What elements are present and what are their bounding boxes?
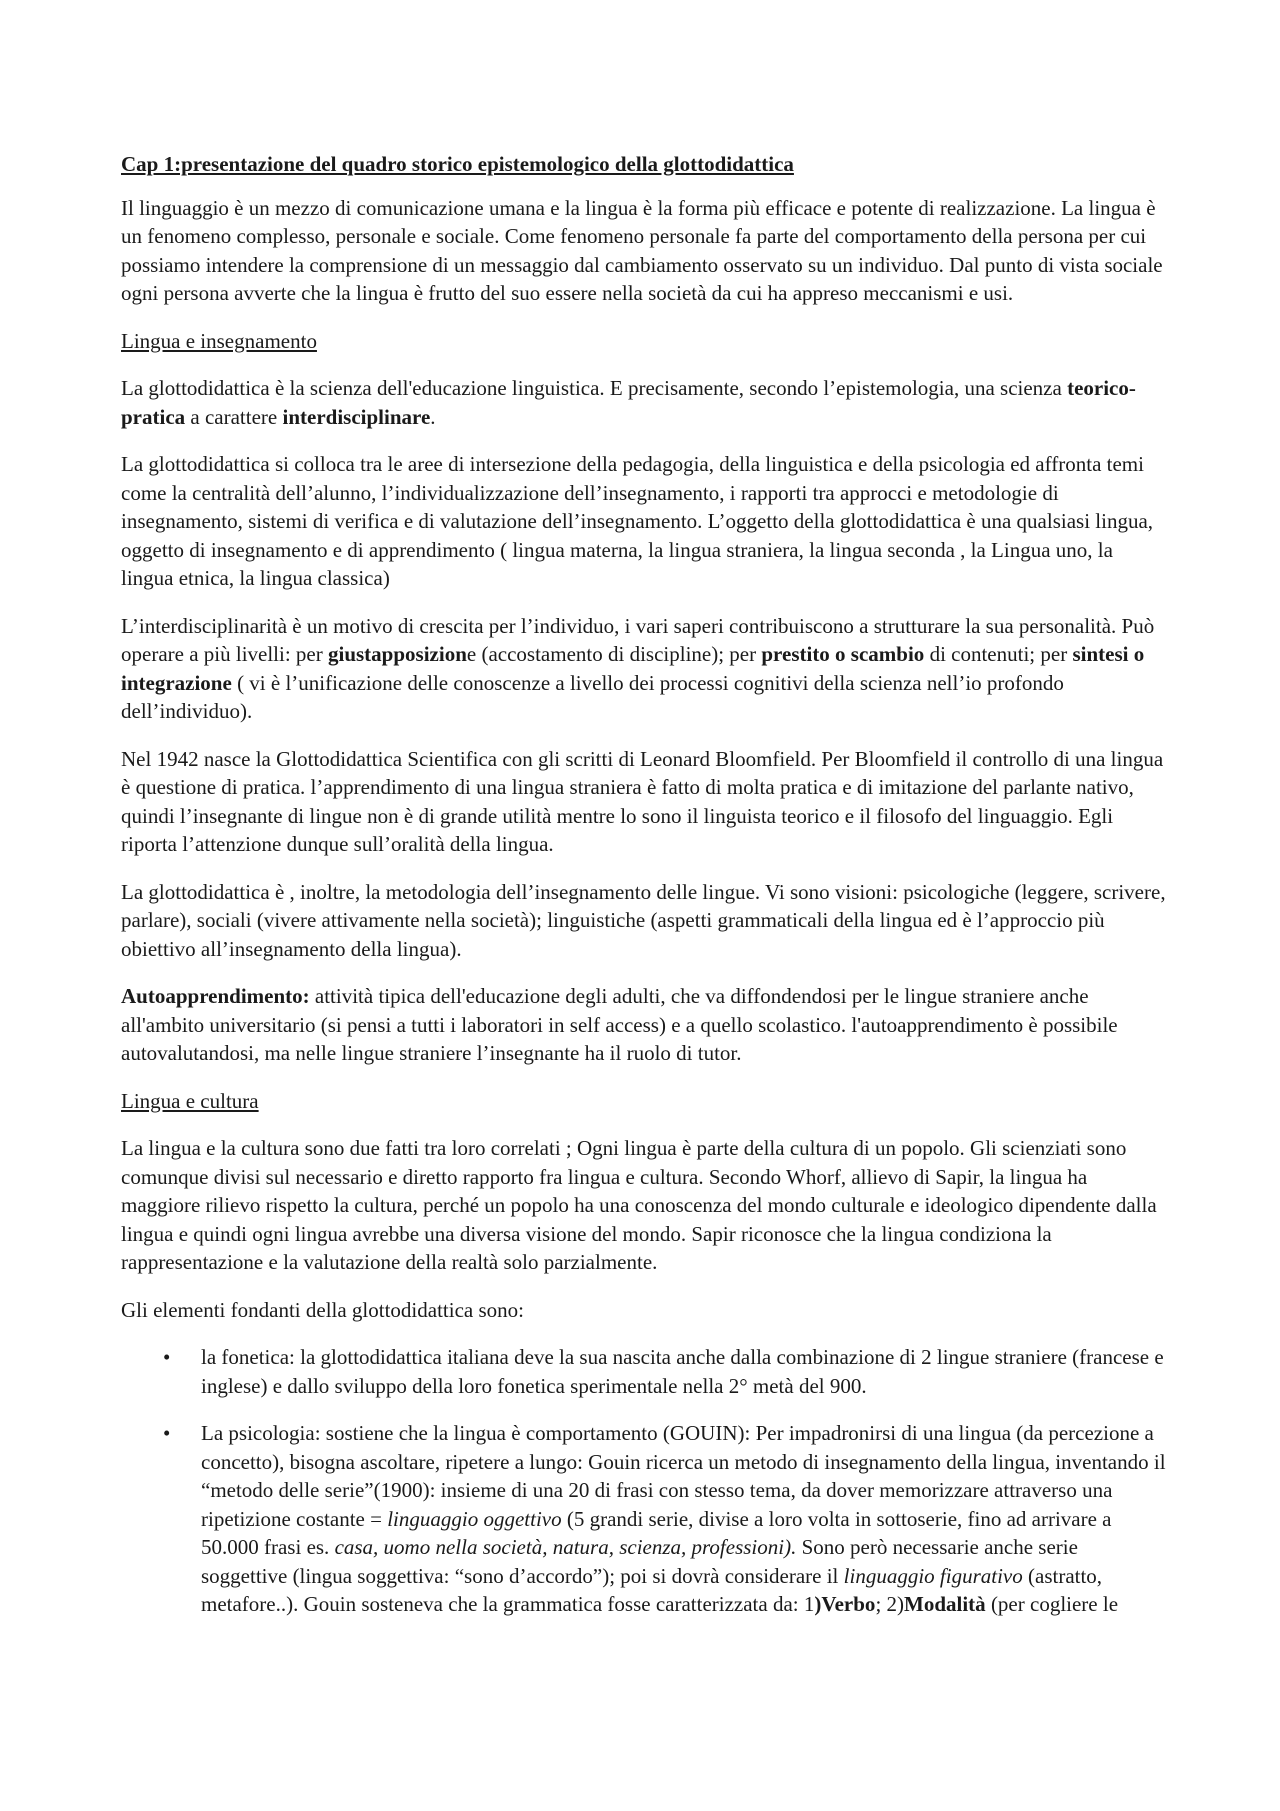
paragraph-methodology: La glottodidattica è , inoltre, la metodologia dell’insegnamento delle lingue. Vi sono visioni: psicologiche (leggere, scrivere, parlare), sociali (vivere attivamente nella società); linguistiche (aspetti grammaticali della lingua ed è l’approccio più obiettivo all’insegnamento della lingua). [121,879,1166,961]
paragraph-definition: La glottodidattica è la scienza dell'educazione linguistica. E precisamente, secondo l’epistemologia, una scienza teorico-pratica a carattere interdisciplinare. [121,376,1136,429]
section-heading-lingua-insegnamento: Lingua e insegnamento [121,328,317,353]
list-item: • La psicologia: sostiene che la lingua è comportamento (GOUIN): Per impadronirsi di una lingua (da percezione a concetto), bisogna ascoltare, ripetere a lungo: Gouin ricerca un metodo di insegnamento della lingua, inventando il “metodo delle serie”(1900): insieme di una 20 di frasi con stesso tema, da dover memorizzare attraverso una ripetizione costante = linguaggio oggettivo (5 grandi serie, divise a loro volta in sottoserie, fino ad arrivare a 50.000 frasi es. casa, uomo nella società, natura, scienza, professioni). Sono però necessarie anche serie soggettive (lingua soggettiva: “sono d’accordo”); poi si dovrà considerare il linguaggio figurativo (astratto, metafore..). Gouin sosteneva che la grammatica fosse caratterizzata da: 1)Verbo; 2)Modalità (per cogliere le [163,1421,1166,1616]
paragraph-culture: La lingua e la cultura sono due fatti tra loro correlati ; Ogni lingua è parte della cultura di un popolo. Gli scienziati sono comunque divisi sul necessario e diretto rapporto fra lingua e cultura. Secondo Whorf, allievo di Sapir, la lingua ha maggiore rilievo rispetto la cultura, perché un popolo ha una conoscenza del mondo culturale e ideologico dipendente dalla lingua e quindi ogni lingua avrebbe una diversa visione del mondo. Sapir riconosce che la lingua condiziona la rappresentazione e la valutazione della realtà solo parzialmente. [121,1136,1157,1274]
paragraph-bloomfield: Nel 1942 nasce la Glottodidattica Scientifica con gli scritti di Leonard Bloomfield. Per Bloomfield il controllo di una lingua è questione di pratica. l’apprendimento di una lingua straniera è fatto di molta pratica e di imitazione del parlante nativo, quindi l’insegnante di lingue non è di grande utilità mentre lo sono il linguista teorico e il filosofo del linguaggio. Egli riporta l’attenzione dunque sull’oralità della lingua. [121,746,1164,856]
bullet-icon: • [163,1345,171,1369]
elements-list [121,1343,1169,1619]
list-item: • la fonetica: la glottodidattica italiana deve la sua nascita anche dalla combinazione di 2 lingue straniere (francese e inglese) e dallo sviluppo della loro fonetica sperimentale nella 2° metà del 900. [163,1345,1164,1398]
paragraph-intersection: La glottodidattica si colloca tra le aree di intersezione della pedagogia, della linguistica e della psicologia ed affronta temi come la centralità dell’alunno, l’individualizzazione dell’insegnamento, i rapporti tra approcci e metodologie di insegnamento, sistemi di verifica e di valutazione dell’insegnamento. L’oggetto della glottodidattica è una qualsiasi lingua, oggetto di insegnamento e di apprendimento ( lingua materna, la lingua straniera, la lingua seconda , la Lingua uno, la lingua etnica, la lingua classica) [121,452,1154,590]
intro-paragraph: Il linguaggio è un mezzo di comunicazione umana e la lingua è la forma più efficace e potente di realizzazione. La lingua è un fenomeno complesso, personale e sociale. Come fenomeno personale fa parte del comportamento della persona per cui possiamo intendere la comprensione di un messaggio dal cambiamento osservato su un individuo. Dal punto di vista sociale ogni persona avverte che la lingua è frutto del suo essere nella società da cui ha appreso meccanismi e usi. [121,195,1163,305]
page-title: Cap 1:presentazione del quadro storico epistemologico della glottodidattica [121,152,794,176]
paragraph-elements-intro: Gli elementi fondanti della glottodidattica sono: [121,1297,524,1322]
paragraph-autoapprendimento: Autoapprendimento: attività tipica dell'educazione degli adulti, che va diffondendosi per le lingue straniere anche all'ambito universitario (si pensi a tutti i laboratori in self access) e a quello scolastico. l'autoapprendimento è possibile autovalutandosi, ma nelle lingue straniere l’insegnante ha il ruolo di tutor. [121,984,1118,1065]
paragraph-interdisciplinarity: L’interdisciplinarità è un motivo di crescita per l’individuo, i vari saperi contribuiscono a strutturare la sua personalità. Può operare a più livelli: per giustapposizione (accostamento di discipline); per prestito o scambio di contenuti; per sintesi o integrazione ( vi è l’unificazione delle conoscenze a livello dei processi cognitivi della scienza nell’io profondo dell’individuo). [121,613,1155,723]
section-heading-lingua-cultura: Lingua e cultura [121,1088,259,1113]
bullet-icon: • [163,1421,171,1445]
document-page [121,150,1169,1638]
